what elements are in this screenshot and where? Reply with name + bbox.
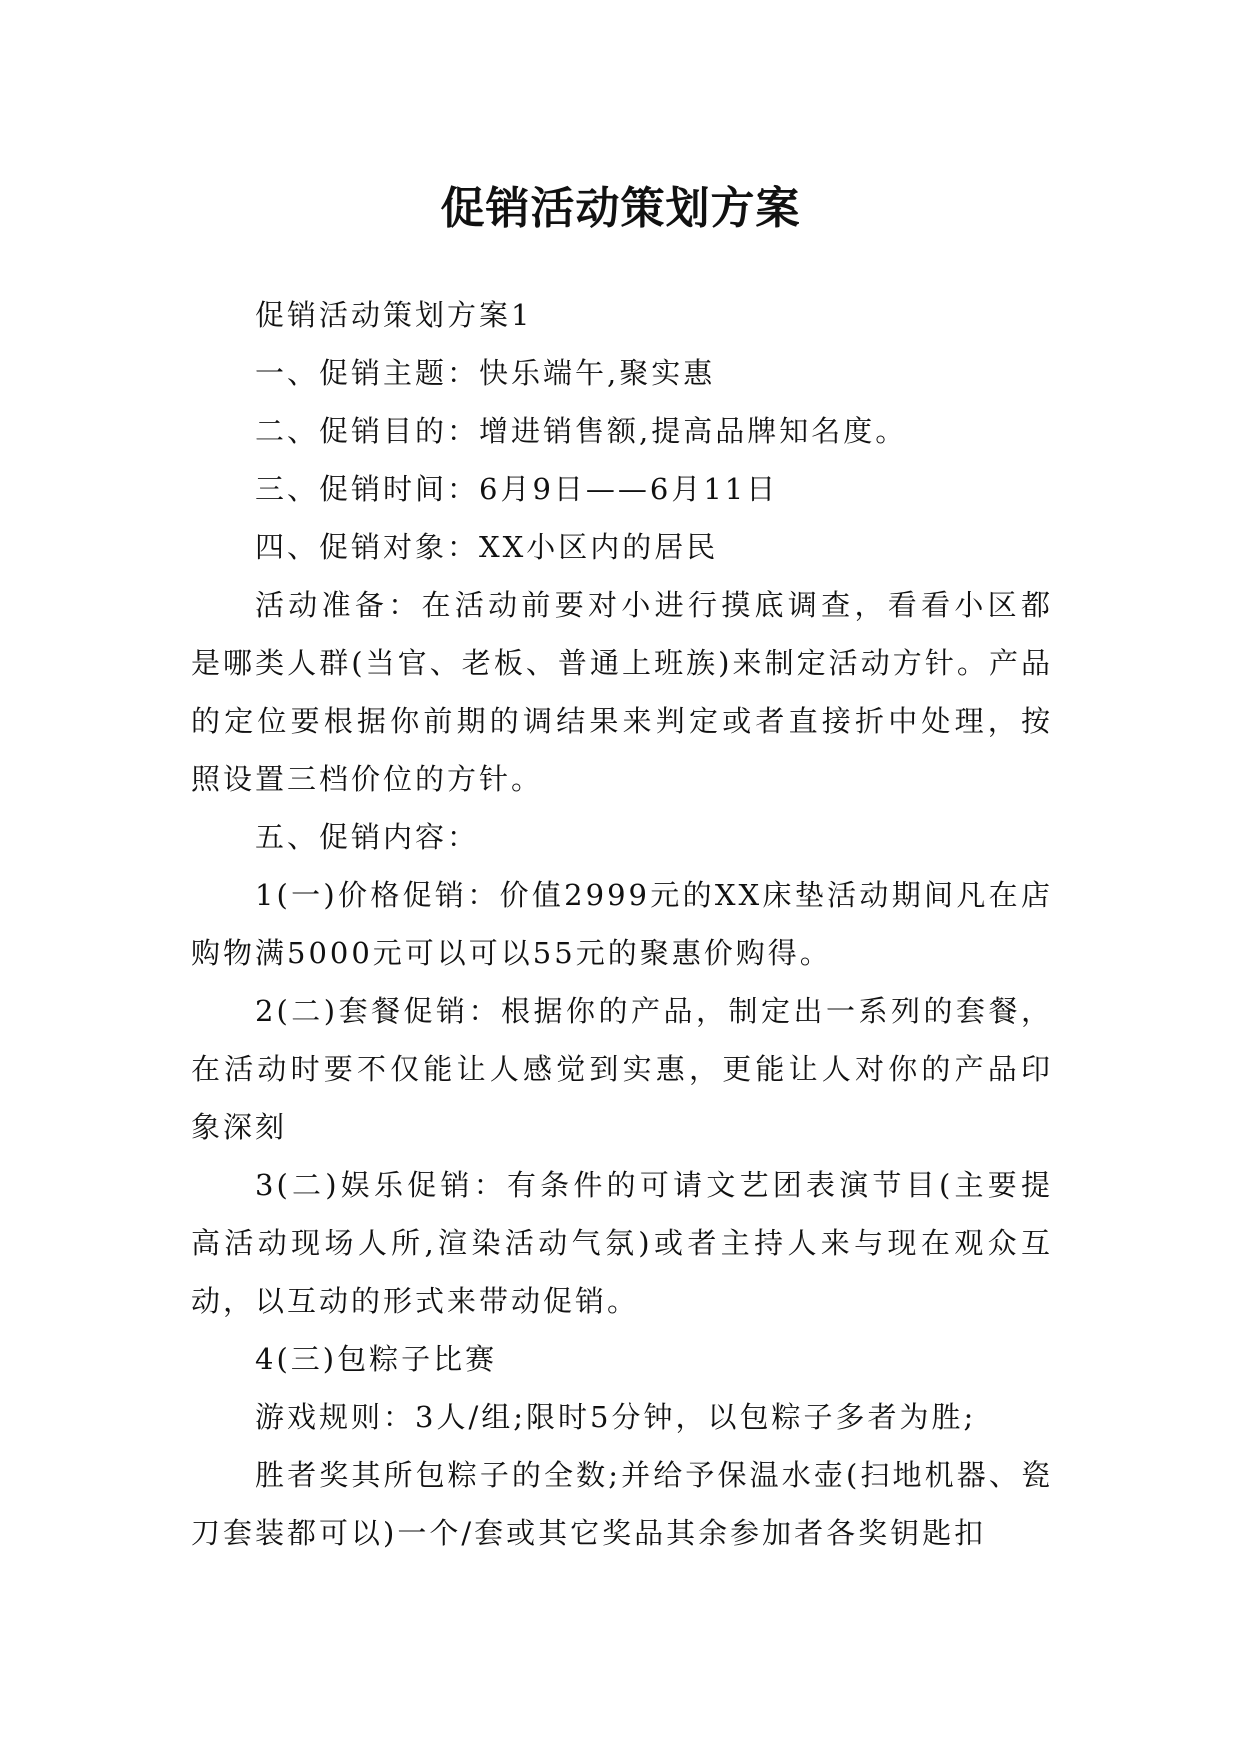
- paragraph-zongzi-contest: 4(三)包粽子比赛: [255, 1342, 498, 1376]
- paragraph-target: 四、促销对象：XX小区内的居民: [255, 530, 719, 564]
- document-title: 促销活动策划方案: [440, 183, 801, 235]
- paragraph-package-promotion: 2(二)套餐促销：根据你的产品，制定出一系列的套餐，在活动时要不仅能让人感觉到实惠，更能让人对你的产品印象深刻: [191, 994, 1053, 1144]
- paragraph-preparation: 活动准备：在活动前要对小进行摸底调查，看看小区都是哪类人群(当官、老板、普通上班族)来制定活动方针。产品的定位要根据你前期的调结果来判定或者直接折中处理，按照设置三档价位的方针。: [191, 588, 1053, 796]
- paragraph-content-heading: 五、促销内容：: [255, 820, 480, 854]
- paragraph-entertainment-promotion: 3(二)娱乐促销：有条件的可请文艺团表演节目(主要提高活动现场人所,渲染活动气氛)或者主持人来与现在观众互动，以互动的形式来带动促销。: [191, 1168, 1053, 1318]
- paragraph-prizes: 胜者奖其所包粽子的全数;并给予保温水壶(扫地机器、瓷刀套装都可以)一个/套或其它奖品其余参加者各奖钥匙扣: [191, 1458, 1053, 1550]
- paragraph-price-promotion: 1(一)价格促销：价值2999元的XX床垫活动期间凡在店购物满5000元可以可以55元的聚惠价购得。: [191, 878, 1053, 970]
- paragraph-subtitle: 促销活动策划方案1: [255, 298, 533, 332]
- paragraph-purpose: 二、促销目的：增进销售额,提高品牌知名度。: [255, 414, 908, 448]
- paragraph-theme: 一、促销主题：快乐端午,聚实惠: [255, 356, 716, 390]
- document-body: [191, 286, 1053, 1562]
- paragraph-game-rules: 游戏规则：3人/组;限时5分钟，以包粽子多者为胜;: [255, 1400, 977, 1434]
- paragraph-time: 三、促销时间：6月9日——6月11日: [255, 472, 779, 506]
